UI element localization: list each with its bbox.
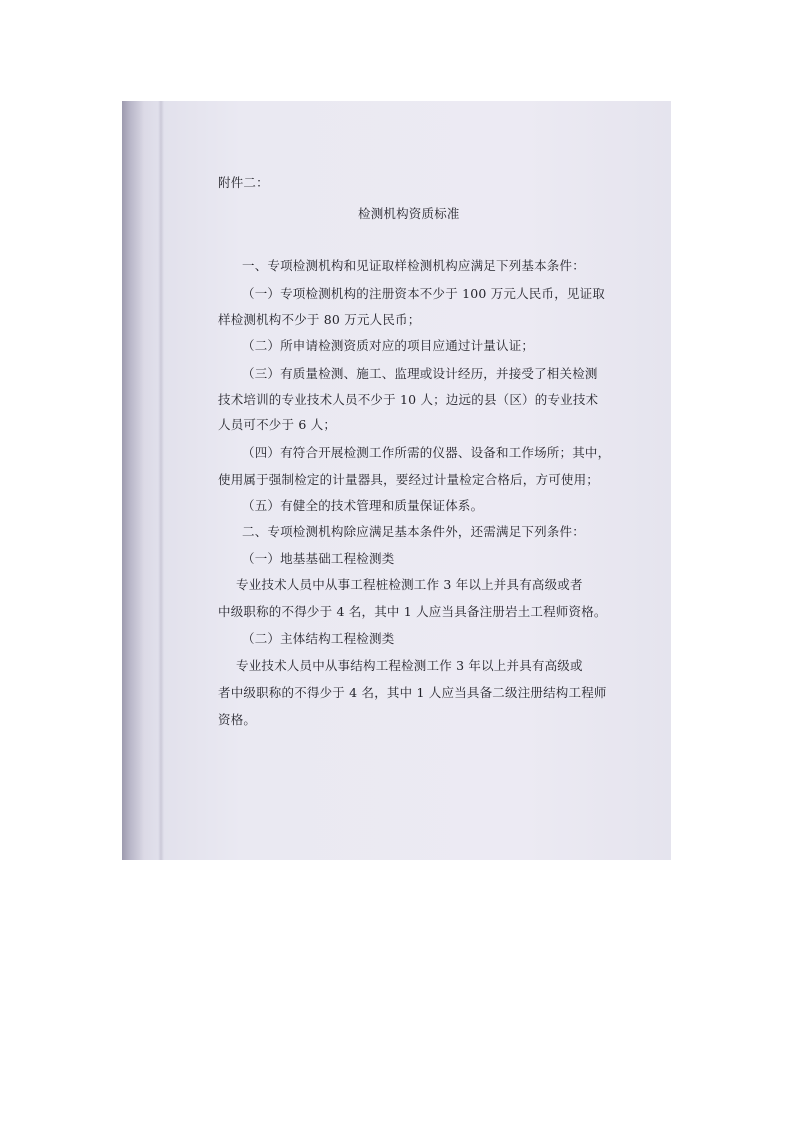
paragraph-line: 样检测机构不少于 80 万元人民币；	[218, 312, 421, 327]
binding-shadow	[122, 101, 144, 860]
paragraph-line: 者中级职称的不得少于 4 名，其中 1 人应当具备二级注册结构工程师	[218, 685, 607, 700]
paragraph-line: （二）所申请检测资质对应的项目应通过计量认证；	[242, 338, 535, 353]
section-two-heading: 二、专项检测机构除应满足基本条件外，还需满足下列条件：	[242, 524, 585, 539]
section-one-heading: 一、专项检测机构和见证取样检测机构应满足下列基本条件：	[242, 258, 585, 273]
scanned-page	[122, 101, 671, 860]
subsection-heading: （一）地基基础工程检测类	[242, 551, 395, 566]
subsection-heading: （二）主体结构工程检测类	[242, 631, 395, 646]
paragraph-line: （四）有符合开展检测工作所需的仪器、设备和工作场所；其中，	[242, 445, 611, 460]
paragraph-line: 人员可不少于 6 人；	[218, 417, 337, 432]
paragraph-line: 使用属于强制检定的计量器具，要经过计量检定合格后，方可使用；	[218, 472, 600, 487]
page-fold	[158, 101, 164, 860]
paragraph-line: 中级职称的不得少于 4 名，其中 1 人应当具备注册岩土工程师资格。	[218, 604, 607, 619]
paragraph-line: （三）有质量检测、施工、监理或设计经历，并接受了相关检测	[242, 366, 598, 381]
paragraph-line: 资格。	[218, 712, 257, 727]
attachment-header: 附件二：	[218, 175, 269, 190]
document-title: 检测机构资质标准	[358, 206, 460, 221]
paragraph-line: （一）专项检测机构的注册资本不少于 100 万元人民币，见证取	[242, 286, 606, 301]
paragraph-line: 技术培训的专业技术人员不少于 10 人；边远的县（区）的专业技术	[218, 392, 599, 407]
paragraph-line: 专业技术人员中从事工程桩检测工作 3 年以上并具有高级或者	[236, 577, 583, 592]
paragraph-line: 专业技术人员中从事结构工程检测工作 3 年以上并具有高级或	[236, 658, 583, 673]
paragraph-line: （五）有健全的技术管理和质量保证体系。	[242, 498, 484, 513]
